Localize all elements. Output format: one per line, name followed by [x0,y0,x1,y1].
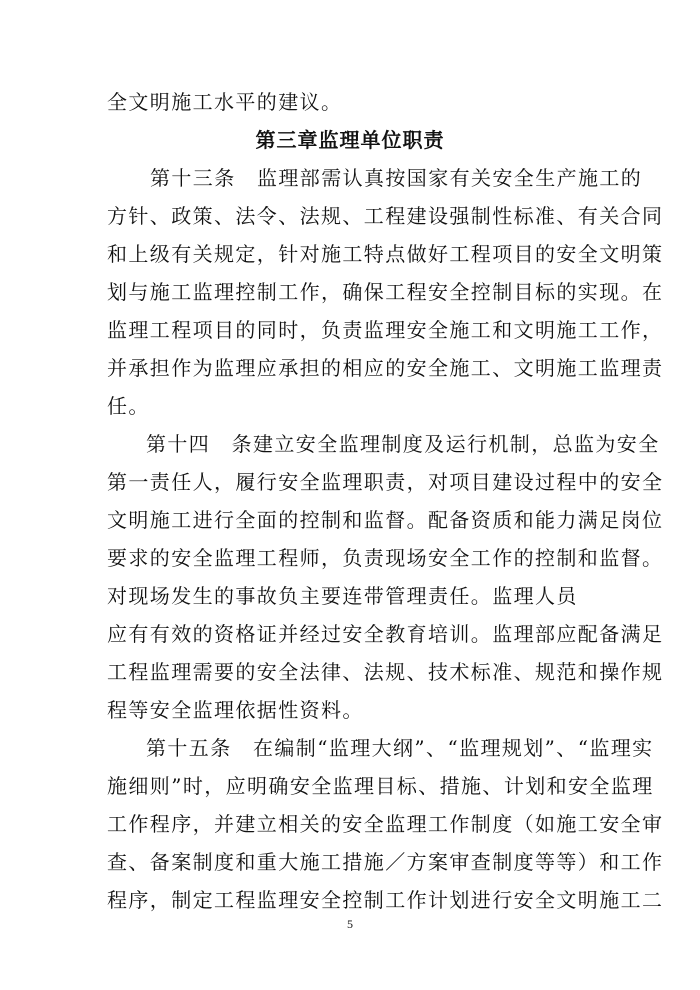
article-14-line: 程等安全监理依据性资料。 [107,698,364,722]
chapter-heading: 第三章监理单位职责 [255,128,445,152]
article-13-line: 任。 [107,394,150,418]
article-13-line: 和上级有关规定，针对施工特点做好工程项目的安全文明策 [107,242,664,266]
article-14-line: 对现场发生的事故负主要连带管理责任。监理人员 [107,584,578,608]
article-14-line: 第十四 条建立安全监理制度及运行机制，总监为安全 [146,432,660,456]
article-14-line: 应有有效的资格证并经过安全教育培训。监理部应配备满足 [107,622,664,646]
article-15-line: 施细则”时，应明确安全监理目标、措施、计划和安全监理 [107,774,654,798]
article-15-line: 工作程序，并建立相关的安全监理工作制度（如施工安全审 [107,812,664,836]
article-13-line: 划与施工监理控制工作，确保工程安全控制目标的实现。在 [107,280,664,304]
page-number: 5 [347,917,353,931]
article-13-line: 第十三条 监理部需认真按国家有关安全生产施工的 [150,166,643,190]
article-14-line: 文明施工进行全面的控制和监督。配备资质和能力满足岗位 [107,508,664,532]
lead-line: 全文明施工水平的建议。 [107,90,343,114]
article-14-line: 第一责任人，履行安全监理职责，对项目建设过程中的安全 [107,470,664,494]
article-14-line: 工程监理需要的安全法律、法规、技术标准、规范和操作规 [107,660,664,684]
article-14-line: 要求的安全监理工程师，负责现场安全工作的控制和监督。 [107,546,664,570]
article-15-line: 第十五条 在编制“监理大纲”、“监理规划”、“监理实 [146,736,654,760]
article-13-line: 并承担作为监理应承担的相应的安全施工、文明施工监理责 [107,356,664,380]
article-13-line: 方针、政策、法令、法规、工程建设强制性标准、有关合同 [107,204,664,228]
article-15-line: 程序，制定工程监理安全控制工作计划进行安全文明施工二 [107,888,664,912]
article-13-line: 监理工程项目的同时，负责监理安全施工和文明施工工作， [107,318,664,342]
article-15-line: 查、备案制度和重大施工措施／方案审查制度等等）和工作 [107,850,664,874]
